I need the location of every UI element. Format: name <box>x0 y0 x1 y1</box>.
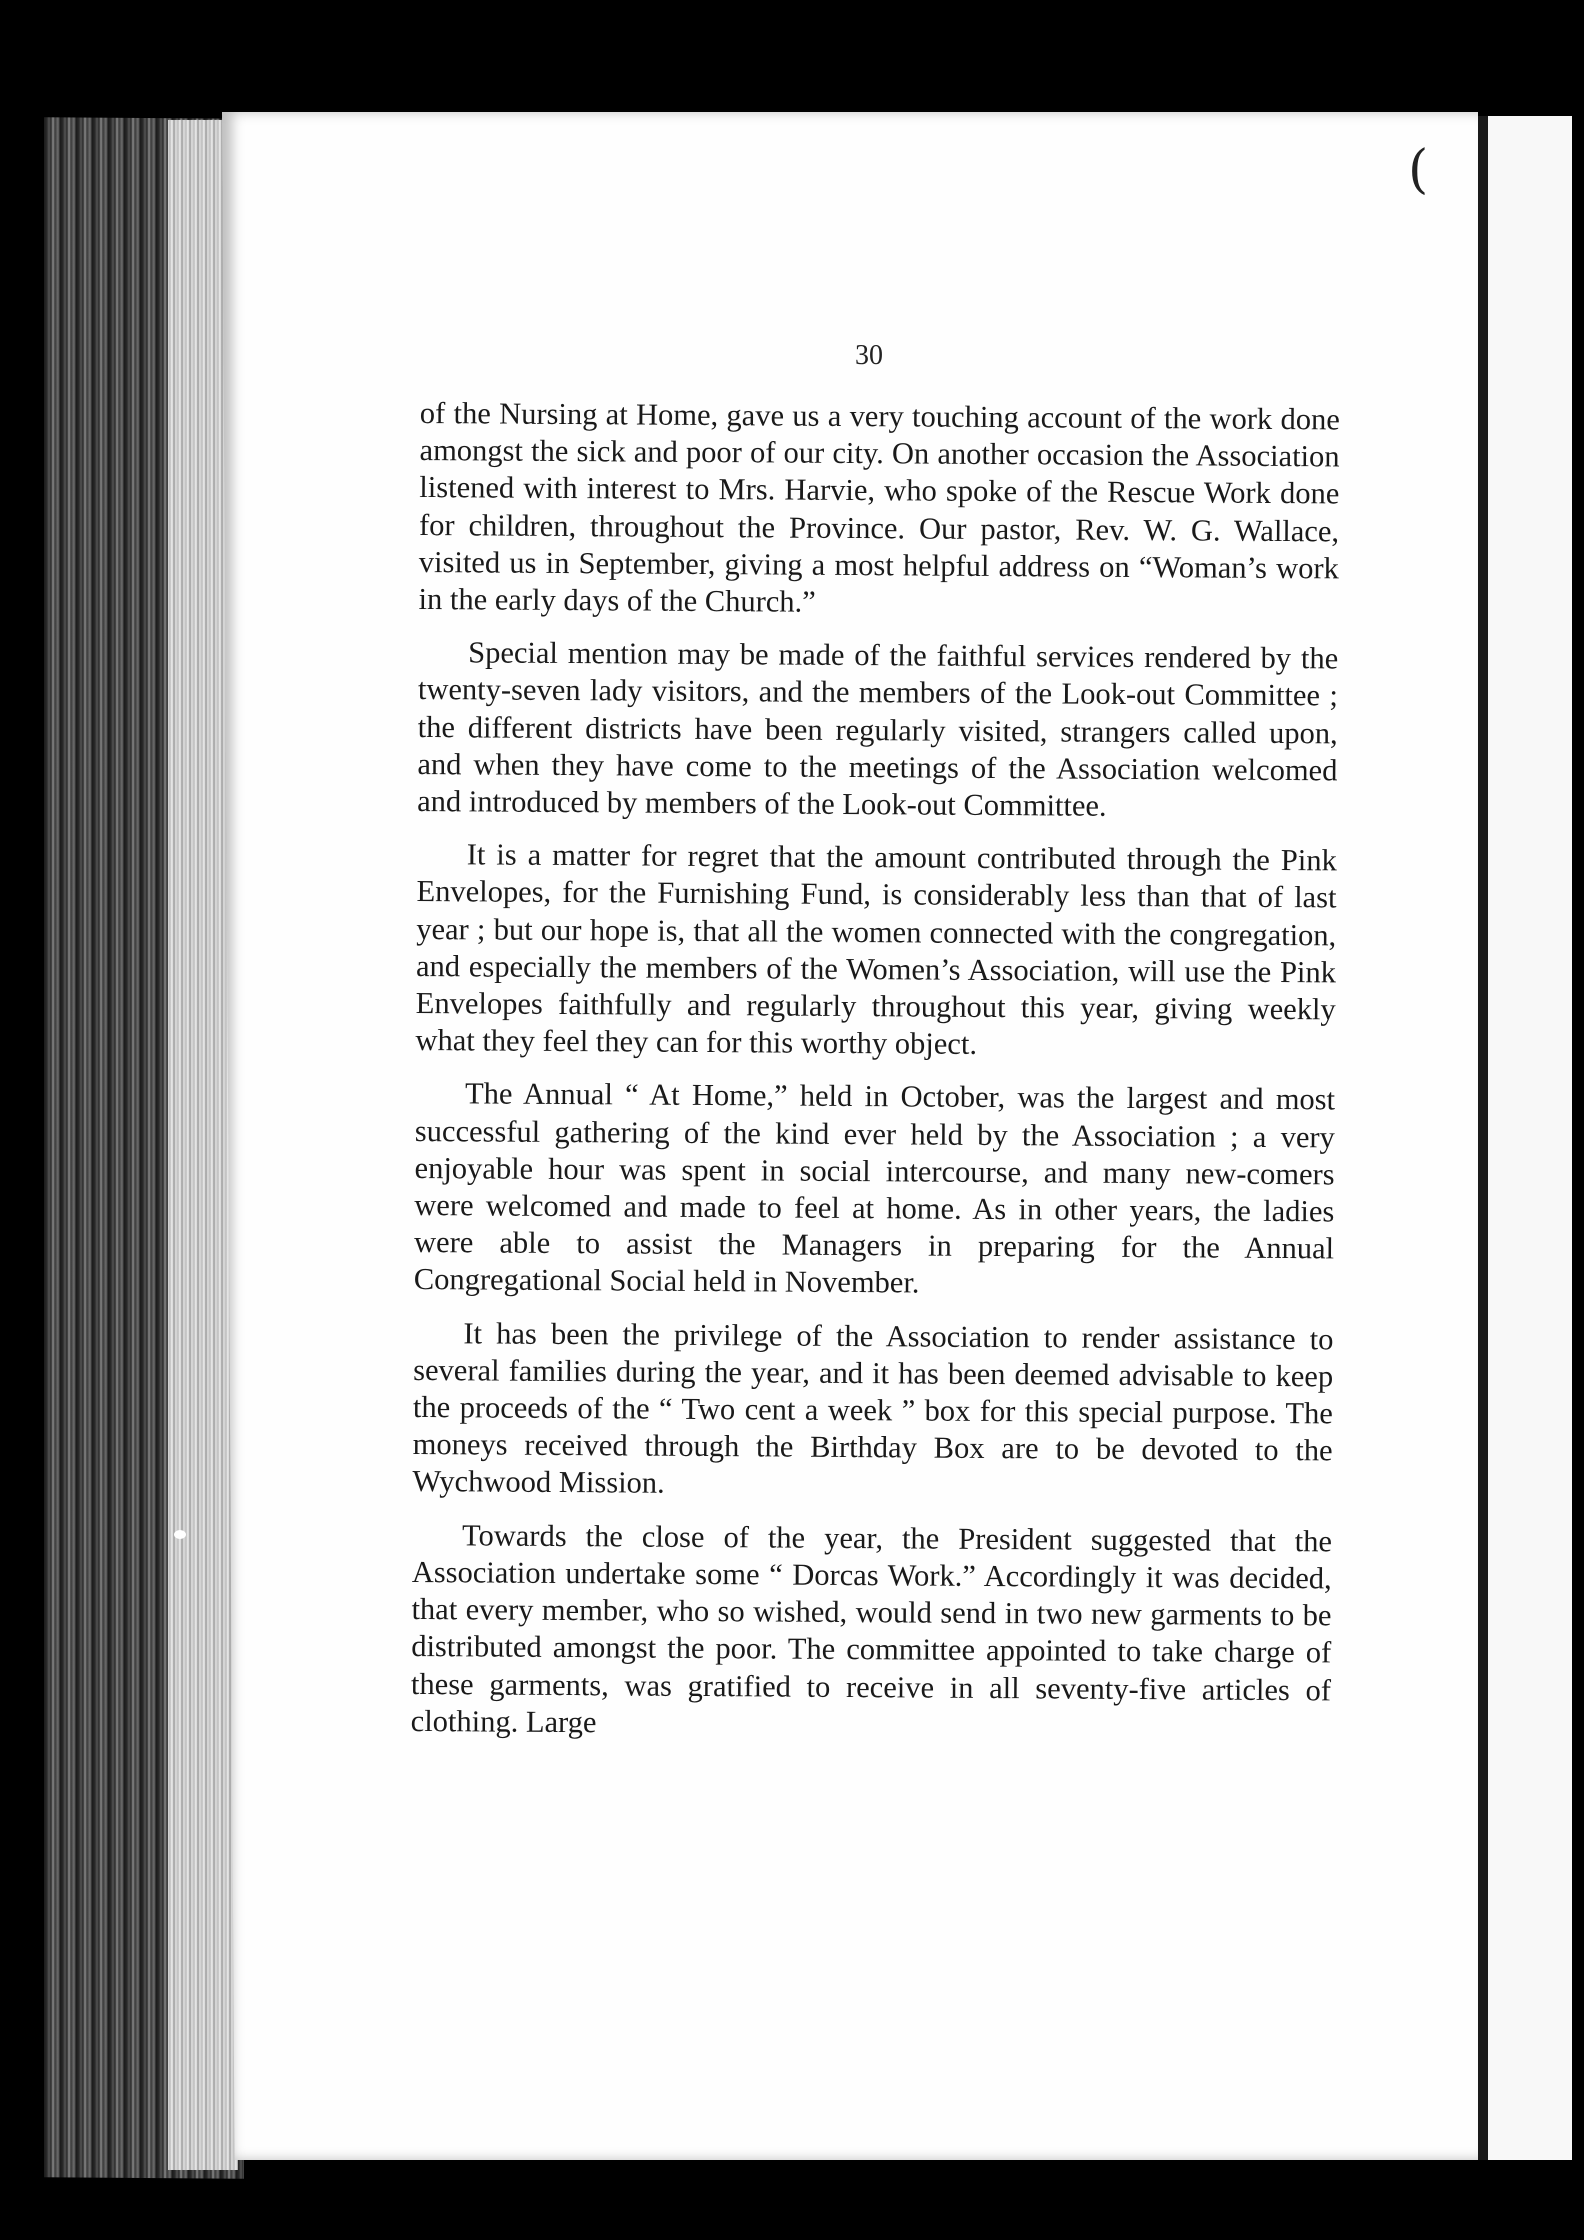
page-body-text <box>410 395 1339 1762</box>
paragraph-5: It has been the privilege of the Association to render assistance to several families during the year, and it has been deemed advisable to keep the proceeds of the “ Two cent a week ” box for this special purpose. The moneys received through the Birthday Box are to be devoted to the Wychwood Mission. <box>412 1315 1334 1501</box>
paragraph-2: Special mention may be made of the faithful services rendered by the twenty-seven lady visitors, and the members of the Look-out Committee ; the different districts have been regularly visited, strangers called upon, and when they have come to the meetings of the Association welcomed and introduced by members of the Look-out Committee. <box>417 635 1339 823</box>
paragraph-3: It is a matter for regret that the amount contributed through the Pink Envelopes, for the Furnishing Fund, is considerably less than that of last year ; but our hope is, that all the women connected with the congregation, and especially the members of the Women’s Association, will use the Pink Envelopes faithfully and regularly throughout this year, giving weekly what they feel they can for this worthy object. <box>415 837 1337 1062</box>
paragraph-6: Towards the close of the year, the President suggested that the Association undertake some “ Dorcas Work.” Accordingly it was decided, that every member, who so wished, would send in two new garments to be distributed amongst the poor. The committee appointed to take charge of these garments, was gratified to receive in all seventy-five articles of clothing. Large <box>410 1518 1333 1739</box>
adjacent-page-edge <box>1478 116 1572 2160</box>
paragraph-4: The Annual “ At Home,” held in October, was the largest and most successful gathering of the kind ever held by the Association ; a very enjoyable hour was spent in social intercourse, and many new-comers were welcomed and made to feel at home. As in other years, the ladies were able to assist the Managers in preparing for the Annual Congregational Social held in November. <box>413 1076 1336 1300</box>
scan-speck <box>174 1530 186 1539</box>
paragraph-1: of the Nursing at Home, gave us a very touching account of the work done amongst the sick and poor of our city. On another occasion the Association listened with interest to Mrs. Harvie, who spoke of the Rescue Work done for children, throughout the Province. Our pastor, Rev. W. G. Wallace, visited us in September, giving a most helpful address on “Woman’s work in the early days of the Church.” <box>418 395 1340 619</box>
page-number: 30 <box>855 340 883 371</box>
page-corner-mark-icon: ( <box>1408 140 1429 200</box>
